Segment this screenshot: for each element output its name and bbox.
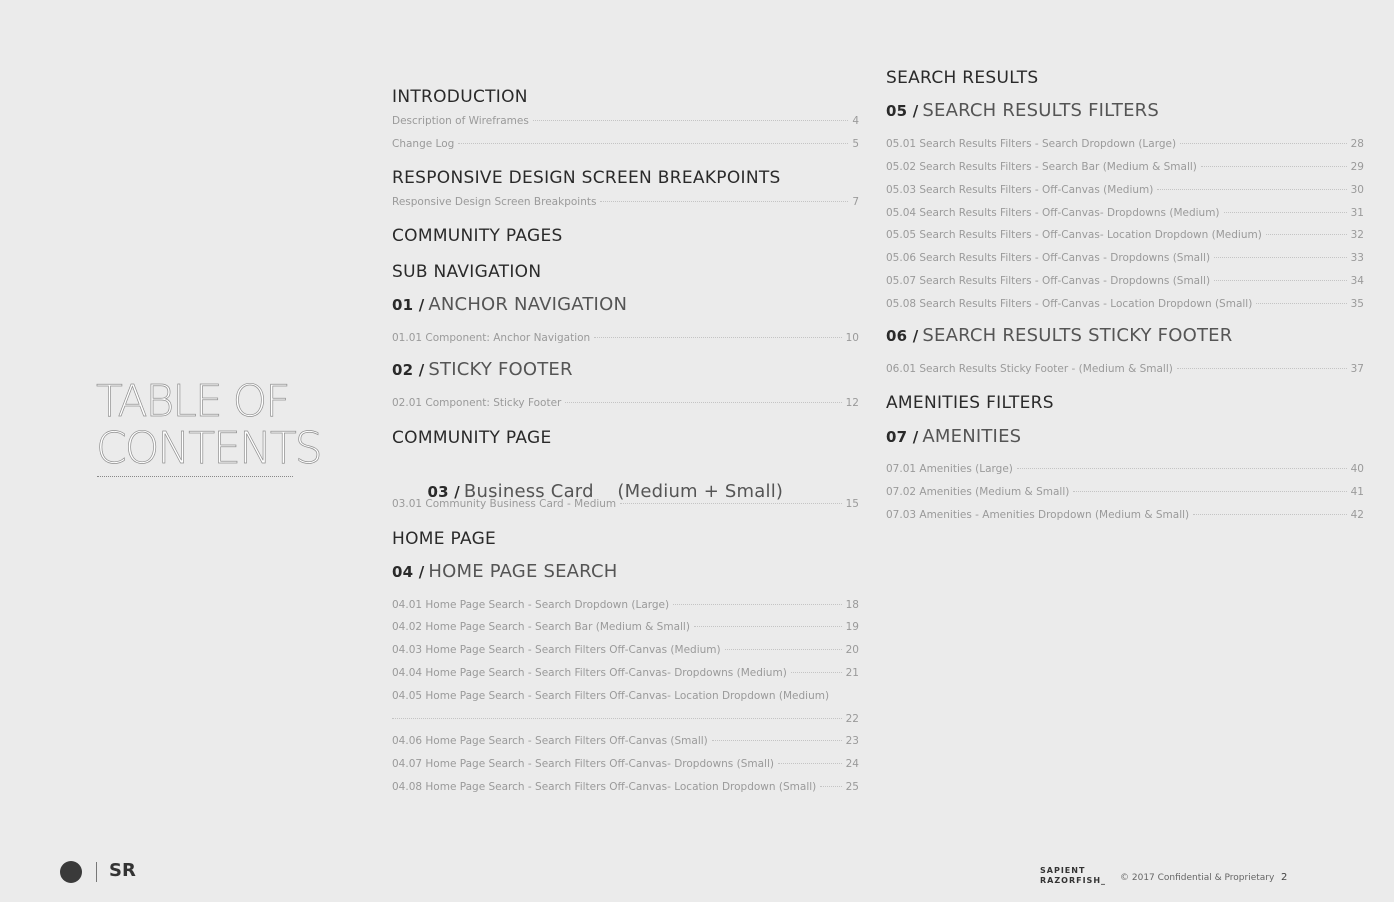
toc-entry[interactable] [392,498,859,510]
toc-entry-leader [600,201,848,202]
toc-entry-leader [1177,368,1347,369]
toc-entry-label: 04.06 Home Page Search - Search Filters Off-Canvas (Small) [392,735,708,747]
toc-entry[interactable] [886,486,1364,498]
toc-entry-page: 18 [845,599,859,611]
section-01-heading [392,294,627,315]
section-03-title: Business Card (Medium + Small) [463,481,784,502]
heading-introduction: INTRODUCTION [392,87,528,107]
toc-entry[interactable] [886,229,1364,241]
toc-entry-leader [1017,468,1347,469]
toc-entry-leader [820,786,841,787]
toc-entry-page: 29 [1350,161,1364,173]
toc-entry-label: 04.01 Home Page Search - Search Dropdown (Large) [392,599,670,611]
toc-entry-label: 05.04 Search Results Filters - Off-Canvas- Dropdowns (Medium) [886,207,1220,219]
toc-entry-label: 05.05 Search Results Filters - Off-Canvas- Location Dropdown (Medium) [886,229,1262,241]
section-05-title: SEARCH RESULTS FILTERS [922,100,1160,121]
toc-entry-label: 04.07 Home Page Search - Search Filters Off-Canvas- Dropdowns (Small) [392,758,774,770]
toc-entry-page: 12 [845,397,859,409]
toc-entry-leader [594,337,841,338]
section-07-title: AMENITIES [922,426,1022,447]
toc-entry-page: 32 [1350,229,1364,241]
toc-entry-leader [565,402,841,403]
toc-entry-label: 05.08 Search Results Filters - Off-Canvas - Location Dropdown (Small) [886,298,1253,310]
toc-entry[interactable] [392,115,859,127]
toc-entry-label: 05.01 Search Results Filters - Search Dropdown (Large) [886,138,1177,150]
toc-entry-label: 04.05 Home Page Search - Search Filters Off-Canvas- Location Dropdown (Medium) [392,690,830,702]
brand-line-2: RAZORFISH_ [1040,876,1107,885]
section-01-title: ANCHOR NAVIGATION [428,294,628,315]
toc-entry-label: 07.03 Amenities - Amenities Dropdown (Medium & Small) [886,509,1190,521]
section-05-heading [886,100,1159,121]
toc-entry-label: 07.01 Amenities (Large) [886,463,1013,475]
toc-entry-label: 07.02 Amenities (Medium & Small) [886,486,1070,498]
section-04-title: HOME PAGE SEARCH [428,561,618,582]
heading-responsive: RESPONSIVE DESIGN SCREEN BREAKPOINTS [392,168,781,188]
toc-entry-page: 15 [845,498,859,510]
toc-entry-page: 37 [1350,363,1364,375]
toc-entry[interactable] [392,667,859,679]
toc-entry[interactable] [886,275,1364,287]
toc-entry[interactable] [392,758,859,770]
toc-entry-page: 31 [1350,207,1364,219]
toc-entry-label: 04.08 Home Page Search - Search Filters Off-Canvas- Location Dropdown (Small) [392,781,817,793]
toc-entry-label: 05.07 Search Results Filters - Off-Canvas - Dropdowns (Small) [886,275,1211,287]
heading-community-page: COMMUNITY PAGE [392,428,552,448]
toc-entry-page: 30 [1350,184,1364,196]
title-line-1: TABLE OF [96,376,289,427]
toc-entry[interactable] [886,138,1364,150]
toc-entry-label: 02.01 Component: Sticky Footer [392,397,562,409]
title-line-2: CONTENTS [96,423,321,474]
section-04-heading [392,561,617,582]
toc-entry-leader [1256,303,1346,304]
toc-entry-leader [712,740,842,741]
brand-logo [1040,866,1106,886]
section-06-number: 06 / [886,327,919,345]
toc-entry[interactable] [392,397,859,409]
section-07-heading [886,426,1021,447]
toc-entry-leader [1157,189,1346,190]
toc-entry-leader [1073,491,1346,492]
heading-community-pages: COMMUNITY PAGES [392,226,563,246]
toc-entry-label: 06.01 Search Results Sticky Footer - (Medium & Small) [886,363,1173,375]
toc-entry[interactable] [392,621,859,633]
toc-entry-page: 35 [1350,298,1364,310]
section-02-number: 02 / [392,361,425,379]
toc-entry-page: 21 [845,667,859,679]
section-03-number: 03 / [427,483,460,501]
toc-entry-leader [1214,257,1347,258]
toc-entry-label: Responsive Design Screen Breakpoints [392,196,597,208]
toc-entry-page: 4 [852,115,859,127]
toc-entry-label: 05.06 Search Results Filters - Off-Canvas - Dropdowns (Small) [886,252,1211,264]
toc-entry[interactable] [392,735,859,747]
toc-entry-page: 34 [1350,275,1364,287]
toc-entry-leader [458,143,848,144]
toc-entry-leader [533,120,848,121]
toc-left-column [392,0,859,902]
toc-entry[interactable] [392,690,859,702]
footer-sr-mark: SR [109,860,136,881]
toc-entry-label: Description of Wireframes [392,115,529,127]
toc-entry[interactable] [392,713,859,725]
toc-entry-page: 42 [1350,509,1364,521]
brand-line-1: SAPIENT [1040,866,1086,875]
section-02-title: STICKY FOOTER [428,359,573,380]
toc-entry[interactable] [886,298,1364,310]
toc-entry-page: 7 [852,196,859,208]
toc-entry-leader [392,718,842,719]
toc-entry-label: 01.01 Component: Anchor Navigation [392,332,591,344]
toc-entry-label: 04.02 Home Page Search - Search Bar (Medium & Small) [392,621,690,633]
toc-entry[interactable] [392,599,859,611]
toc-entry[interactable] [392,644,859,656]
toc-entry-label: 04.03 Home Page Search - Search Filters Off-Canvas (Medium) [392,644,721,656]
toc-entry-leader [1266,234,1347,235]
heading-amenities-filters: AMENITIES FILTERS [886,393,1054,413]
toc-entry[interactable] [886,252,1364,264]
toc-entry-page: 19 [845,621,859,633]
section-06-title: SEARCH RESULTS STICKY FOOTER [922,325,1233,346]
section-06-heading [886,325,1232,346]
toc-entry-leader [1224,212,1347,213]
toc-entry-leader [1201,166,1347,167]
toc-entry-leader [694,626,842,627]
toc-entry-label: 05.02 Search Results Filters - Search Bar (Medium & Small) [886,161,1197,173]
toc-entry-page: 28 [1350,138,1364,150]
toc-entry-leader [725,649,842,650]
toc-entry-page: 5 [852,138,859,150]
toc-entry-page: 41 [1350,486,1364,498]
section-01-number: 01 / [392,296,425,314]
toc-entry-label: 05.03 Search Results Filters - Off-Canvas (Medium) [886,184,1154,196]
section-05-number: 05 / [886,102,919,120]
page-title [96,378,356,472]
toc-entry-label: 03.01 Community Business Card - Medium [392,498,617,510]
toc-entry-page: 24 [845,758,859,770]
toc-entry[interactable] [392,332,859,344]
heading-home-page: HOME PAGE [392,529,497,549]
toc-entry-page: 40 [1350,463,1364,475]
title-underline [97,476,293,477]
toc-entry-page: 10 [845,332,859,344]
section-03-heading [392,460,783,523]
toc-entry[interactable] [886,363,1364,375]
toc-entry[interactable] [886,184,1364,196]
toc-entry-leader [1193,514,1346,515]
toc-entry-page: 20 [845,644,859,656]
toc-entry[interactable] [886,463,1364,475]
toc-entry[interactable] [886,509,1364,521]
toc-entry-leader [1180,143,1347,144]
heading-sub-navigation: SUB NAVIGATION [392,262,542,282]
toc-entry-page: 23 [845,735,859,747]
section-07-number: 07 / [886,428,919,446]
toc-entry-leader [778,763,842,764]
section-04-number: 04 / [392,563,425,581]
toc-entry-page: 25 [845,781,859,793]
page-number: 2 [1281,872,1288,883]
footer-divider [96,862,97,882]
toc-entry[interactable] [886,161,1364,173]
toc-entry-page: 33 [1350,252,1364,264]
toc-entry-label: Change Log [392,138,455,150]
heading-search-results: SEARCH RESULTS [886,68,1039,88]
toc-entry-page: 22 [845,713,859,725]
toc-entry-leader [1214,280,1347,281]
toc-entry[interactable] [886,207,1364,219]
toc-right-column [886,0,1364,902]
toc-entry[interactable] [392,781,859,793]
toc-entry-leader [791,672,842,673]
toc-entry-label: 04.04 Home Page Search - Search Filters Off-Canvas- Dropdowns (Medium) [392,667,787,679]
copyright: © 2017 Confidential & Proprietary [1120,873,1275,883]
toc-entry-leader [673,604,842,605]
toc-entry[interactable] [392,138,859,150]
section-02-heading [392,359,573,380]
logo-circle-icon [60,861,82,883]
toc-entry[interactable] [392,196,859,208]
toc-entry-leader [620,503,841,504]
